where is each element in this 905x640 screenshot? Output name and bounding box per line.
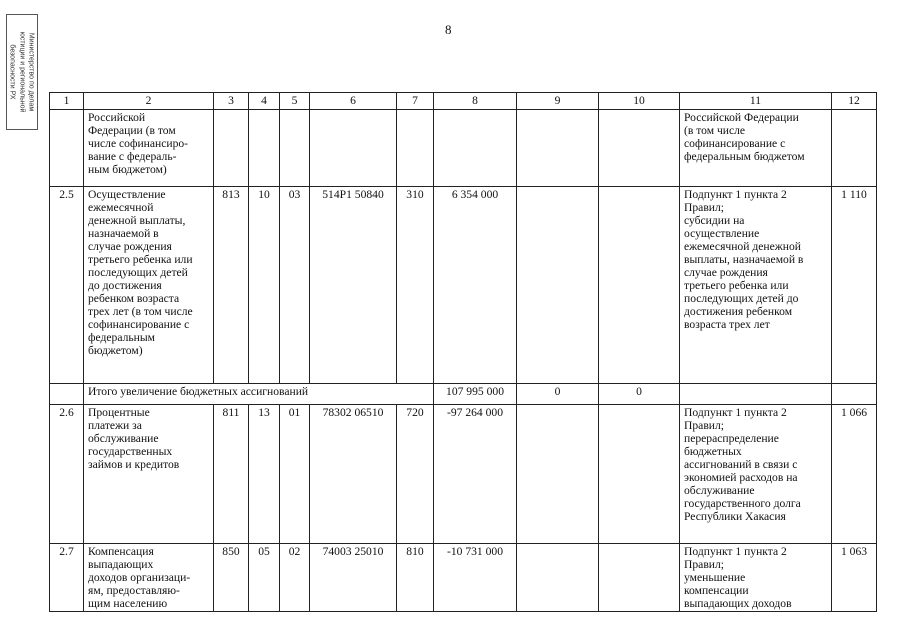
text-line: ям, предоставляю- [88, 584, 180, 597]
header-cell: 7 [397, 93, 434, 110]
subsection-cell: 03 [280, 187, 310, 384]
header-cell: 8 [434, 93, 517, 110]
row-number-cell: 2.5 [50, 187, 84, 384]
description-cell [84, 405, 214, 544]
total-row [50, 384, 877, 405]
target-article-cell: 74003 25010 [310, 544, 397, 612]
text-line: до достижения [88, 279, 162, 292]
header-cell: 2 [84, 93, 214, 110]
text-line: софинансирование с [684, 137, 786, 150]
ministry-code-cell: 850 [214, 544, 249, 612]
basis-cell [680, 544, 832, 612]
row-number-cell: 2.6 [50, 405, 84, 544]
empty-cell [599, 110, 680, 187]
ministry-code-cell: 811 [214, 405, 249, 544]
text-line: Правил; [684, 201, 725, 214]
description-cell [84, 187, 214, 384]
header-cell: 12 [832, 93, 877, 110]
text-line: щим населению [88, 597, 168, 610]
amount-cell [517, 405, 599, 544]
header-cell: 4 [249, 93, 280, 110]
total-amount-cell: 0 [599, 384, 680, 405]
header-cell: 11 [680, 93, 832, 110]
table-row [50, 187, 877, 384]
amount-cell: 6 354 000 [434, 187, 517, 384]
page-number: 8 [445, 22, 452, 37]
empty-cell [832, 384, 877, 405]
table-row [50, 544, 877, 612]
text-line: выпадающих доходов [684, 597, 792, 610]
text-line: возраста трех лет [684, 318, 770, 331]
text-line: третьего ребенка или [88, 253, 193, 266]
text-line: доходов организаци- [88, 571, 191, 584]
text-line: ежемесячной денежной [684, 240, 801, 253]
stamp-line: Министерство по делам [27, 32, 35, 112]
amount-cell [517, 187, 599, 384]
text-line: федеральным [88, 331, 155, 344]
row-number-cell: 2.7 [50, 544, 84, 612]
text-line: федеральным бюджетом [684, 150, 805, 163]
text-line: Компенсация [88, 545, 154, 558]
table-row [50, 405, 877, 544]
text-line: выпадающих [88, 558, 154, 571]
total-amount-cell: 107 995 000 [434, 384, 517, 405]
text-line: обслуживание [88, 432, 159, 445]
text-line: случае рождения [88, 240, 172, 253]
text-line: Федерации (в том [88, 124, 176, 137]
basis-cell [680, 405, 832, 544]
section-cell: 13 [249, 405, 280, 544]
text-line: Осуществление [88, 188, 166, 201]
empty-cell [434, 110, 517, 187]
text-line: случае рождения [684, 266, 768, 279]
header-cell: 5 [280, 93, 310, 110]
text-line: бюджетом) [88, 344, 143, 357]
text-line: Подпункт 1 пункта 2 [684, 545, 787, 558]
empty-cell [680, 384, 832, 405]
text-line: (в том числе [684, 124, 746, 137]
text-line: осуществление [684, 227, 760, 240]
amount-cell [599, 405, 680, 544]
text-line: софинансирование с [88, 318, 190, 331]
text-line: экономией расходов на [684, 471, 798, 484]
text-line: Правил; [684, 558, 725, 571]
amount-cell: -10 731 000 [434, 544, 517, 612]
text-line: последующих детей [88, 266, 188, 279]
text-line: назначаемой в [88, 227, 159, 240]
text-line: Республики Хакасия [684, 510, 786, 523]
ministry-code-cell: 813 [214, 187, 249, 384]
text-line: обслуживание [684, 484, 755, 497]
budget-table [49, 92, 877, 612]
empty-cell [280, 110, 310, 187]
text-line: платежи за [88, 419, 142, 432]
text-line: Процентные [88, 406, 150, 419]
header-cell: 9 [517, 93, 599, 110]
subsection-cell: 01 [280, 405, 310, 544]
stamp-line: безопасности РХ [8, 44, 16, 100]
text-line: Российской [88, 111, 146, 124]
text-line: вание с федераль- [88, 150, 177, 163]
text-line: ассигнований в связи с [684, 458, 798, 471]
amount-cell [599, 187, 680, 384]
empty-cell [50, 384, 84, 405]
empty-cell [517, 110, 599, 187]
code-cell: 1 066 [832, 405, 877, 544]
text-line: ным бюджетом) [88, 163, 167, 176]
text-line: государственного долга [684, 497, 801, 510]
description-cell [84, 110, 214, 187]
text-line: достижения ребенком [684, 305, 793, 318]
text-line: бюджетных [684, 445, 742, 458]
target-article-cell: 78302 06510 [310, 405, 397, 544]
text-line: ребенком возраста [88, 292, 180, 305]
text-line: выплаты, назначаемой в [684, 253, 804, 266]
basis-cell [680, 110, 832, 187]
amount-cell [599, 544, 680, 612]
amount-cell: -97 264 000 [434, 405, 517, 544]
text-line: числе софинансиро- [88, 137, 189, 150]
subsection-cell: 02 [280, 544, 310, 612]
empty-cell [397, 110, 434, 187]
empty-cell [214, 110, 249, 187]
text-line: трех лет (в том числе [88, 305, 193, 318]
text-line: денежной выплаты, [88, 214, 186, 227]
text-line: субсидии на [684, 214, 745, 227]
code-cell: 1 110 [832, 187, 877, 384]
empty-cell [310, 110, 397, 187]
text-line: государственных [88, 445, 173, 458]
expense-type-cell: 810 [397, 544, 434, 612]
header-cell: 10 [599, 93, 680, 110]
empty-cell [249, 110, 280, 187]
amount-cell [517, 544, 599, 612]
text-line: Подпункт 1 пункта 2 [684, 406, 787, 419]
total-amount-cell: 0 [517, 384, 599, 405]
total-label-cell: Итого увеличение бюджетных ассигнований [84, 384, 434, 405]
expense-type-cell: 720 [397, 405, 434, 544]
stamp-line: юстиции и региональной [18, 31, 26, 113]
basis-cell [680, 187, 832, 384]
header-cell: 3 [214, 93, 249, 110]
text-line: Подпункт 1 пункта 2 [684, 188, 787, 201]
text-line: компенсации [684, 584, 749, 597]
expense-type-cell: 310 [397, 187, 434, 384]
section-cell: 10 [249, 187, 280, 384]
row-number-cell [50, 110, 84, 187]
header-cell: 6 [310, 93, 397, 110]
text-line: займов и кредитов [88, 458, 180, 471]
text-line: Правил; [684, 419, 725, 432]
text-line: третьего ребенка или [684, 279, 789, 292]
section-cell: 05 [249, 544, 280, 612]
registration-stamp [6, 14, 38, 130]
table-row [50, 110, 877, 187]
text-line: ежемесячной [88, 201, 154, 214]
text-line: перераспределение [684, 432, 779, 445]
code-cell: 1 063 [832, 544, 877, 612]
target-article-cell: 514Р1 50840 [310, 187, 397, 384]
table-header-row [50, 93, 877, 110]
header-cell: 1 [50, 93, 84, 110]
empty-cell [832, 110, 877, 187]
text-line: последующих детей до [684, 292, 799, 305]
description-cell [84, 544, 214, 612]
text-line: уменьшение [684, 571, 746, 584]
text-line: Российской Федерации [684, 111, 799, 124]
